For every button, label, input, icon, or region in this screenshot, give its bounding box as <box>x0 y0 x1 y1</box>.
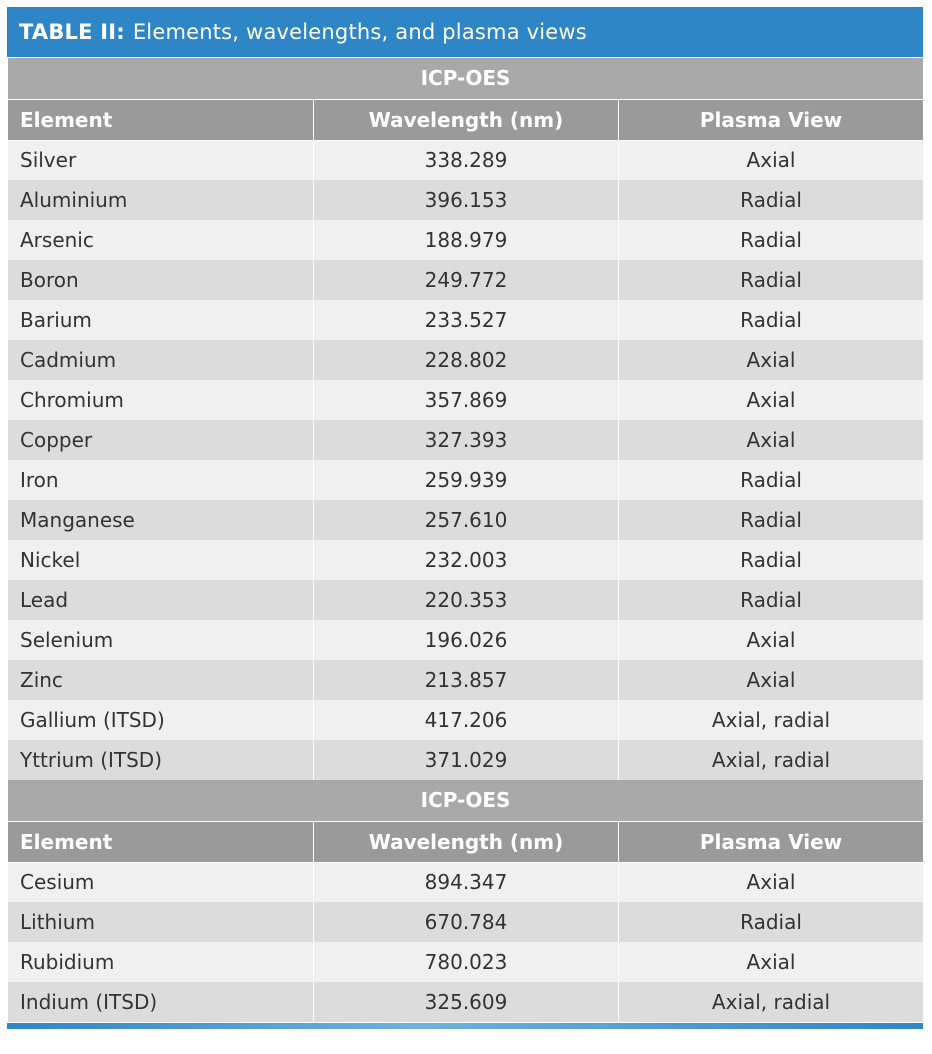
column-header-plasma-view: Plasma View <box>619 821 924 862</box>
wavelength-cell: 670.784 <box>314 902 619 942</box>
element-cell: Indium (ITSD) <box>8 982 314 1022</box>
wavelength-cell: 257.610 <box>314 500 619 540</box>
column-header-wavelength: Wavelength (nm) <box>314 821 619 862</box>
element-cell: Nickel <box>8 540 314 580</box>
table-row <box>8 740 924 780</box>
wavelength-cell: 417.206 <box>314 700 619 740</box>
element-cell: Gallium (ITSD) <box>8 700 314 740</box>
plasma-view-cell: Axial <box>619 340 924 380</box>
element-cell: Boron <box>8 260 314 300</box>
wavelength-cell: 338.289 <box>314 140 619 180</box>
plasma-view-cell: Axial <box>619 660 924 700</box>
plasma-view-cell: Radial <box>619 180 924 220</box>
column-header-wavelength: Wavelength (nm) <box>314 99 619 140</box>
bottom-accent-bar <box>7 1023 923 1029</box>
element-cell: Arsenic <box>8 220 314 260</box>
plasma-view-cell: Axial <box>619 140 924 180</box>
wavelength-cell: 396.153 <box>314 180 619 220</box>
table-row <box>8 982 924 1022</box>
wavelength-cell: 357.869 <box>314 380 619 420</box>
plasma-view-cell: Axial, radial <box>619 700 924 740</box>
element-cell: Cadmium <box>8 340 314 380</box>
wavelength-cell: 325.609 <box>314 982 619 1022</box>
table-title-bar <box>7 7 923 58</box>
element-cell: Silver <box>8 140 314 180</box>
table-row <box>8 420 924 460</box>
element-cell: Lithium <box>8 902 314 942</box>
table-row <box>8 180 924 220</box>
table-row <box>8 942 924 982</box>
table-row <box>8 700 924 740</box>
element-cell: Lead <box>8 580 314 620</box>
wavelength-cell: 327.393 <box>314 420 619 460</box>
plasma-view-cell: Axial, radial <box>619 982 924 1022</box>
wavelength-cell: 233.527 <box>314 300 619 340</box>
table-row <box>8 380 924 420</box>
plasma-view-cell: Radial <box>619 220 924 260</box>
column-header-element: Element <box>8 99 314 140</box>
plasma-view-cell: Axial <box>619 942 924 982</box>
table-row <box>8 500 924 540</box>
wavelength-cell: 188.979 <box>314 220 619 260</box>
section-header-row <box>8 58 924 99</box>
column-header-element: Element <box>8 821 314 862</box>
column-header-row <box>8 821 924 862</box>
wavelength-cell: 228.802 <box>314 340 619 380</box>
wavelength-cell: 780.023 <box>314 942 619 982</box>
plasma-view-cell: Radial <box>619 500 924 540</box>
element-cell: Rubidium <box>8 942 314 982</box>
element-cell: Zinc <box>8 660 314 700</box>
section-heading: ICP-OES <box>8 58 924 99</box>
element-cell: Yttrium (ITSD) <box>8 740 314 780</box>
column-header-plasma-view: Plasma View <box>619 99 924 140</box>
table-row <box>8 660 924 700</box>
table-row <box>8 540 924 580</box>
wavelength-cell: 894.347 <box>314 862 619 902</box>
table-row <box>8 340 924 380</box>
element-cell: Cesium <box>8 862 314 902</box>
table-row <box>8 300 924 340</box>
table-row <box>8 620 924 660</box>
plasma-view-cell: Axial <box>619 380 924 420</box>
plasma-view-cell: Radial <box>619 260 924 300</box>
plasma-view-cell: Axial <box>619 620 924 660</box>
table-caption: Elements, wavelengths, and plasma views <box>132 20 587 44</box>
table-row <box>8 140 924 180</box>
element-cell: Chromium <box>8 380 314 420</box>
plasma-view-cell: Radial <box>619 580 924 620</box>
wavelength-cell: 232.003 <box>314 540 619 580</box>
table-figure <box>7 7 923 1029</box>
element-cell: Aluminium <box>8 180 314 220</box>
section-heading: ICP-OES <box>8 780 924 821</box>
element-cell: Copper <box>8 420 314 460</box>
wavelength-cell: 249.772 <box>314 260 619 300</box>
table-body <box>8 58 924 1022</box>
plasma-view-cell: Axial, radial <box>619 740 924 780</box>
plasma-view-cell: Radial <box>619 540 924 580</box>
wavelength-cell: 220.353 <box>314 580 619 620</box>
table-row <box>8 460 924 500</box>
plasma-view-cell: Radial <box>619 460 924 500</box>
table-row <box>8 220 924 260</box>
table-row <box>8 902 924 942</box>
wavelength-cell: 371.029 <box>314 740 619 780</box>
column-header-row <box>8 99 924 140</box>
element-cell: Selenium <box>8 620 314 660</box>
table-row <box>8 862 924 902</box>
data-table <box>7 58 924 1022</box>
element-cell: Manganese <box>8 500 314 540</box>
section-header-row <box>8 780 924 821</box>
plasma-view-cell: Axial <box>619 862 924 902</box>
wavelength-cell: 259.939 <box>314 460 619 500</box>
plasma-view-cell: Radial <box>619 300 924 340</box>
wavelength-cell: 196.026 <box>314 620 619 660</box>
element-cell: Barium <box>8 300 314 340</box>
plasma-view-cell: Axial <box>619 420 924 460</box>
table-row <box>8 260 924 300</box>
plasma-view-cell: Radial <box>619 902 924 942</box>
table-row <box>8 580 924 620</box>
table-number: TABLE II: <box>19 20 125 44</box>
wavelength-cell: 213.857 <box>314 660 619 700</box>
element-cell: Iron <box>8 460 314 500</box>
